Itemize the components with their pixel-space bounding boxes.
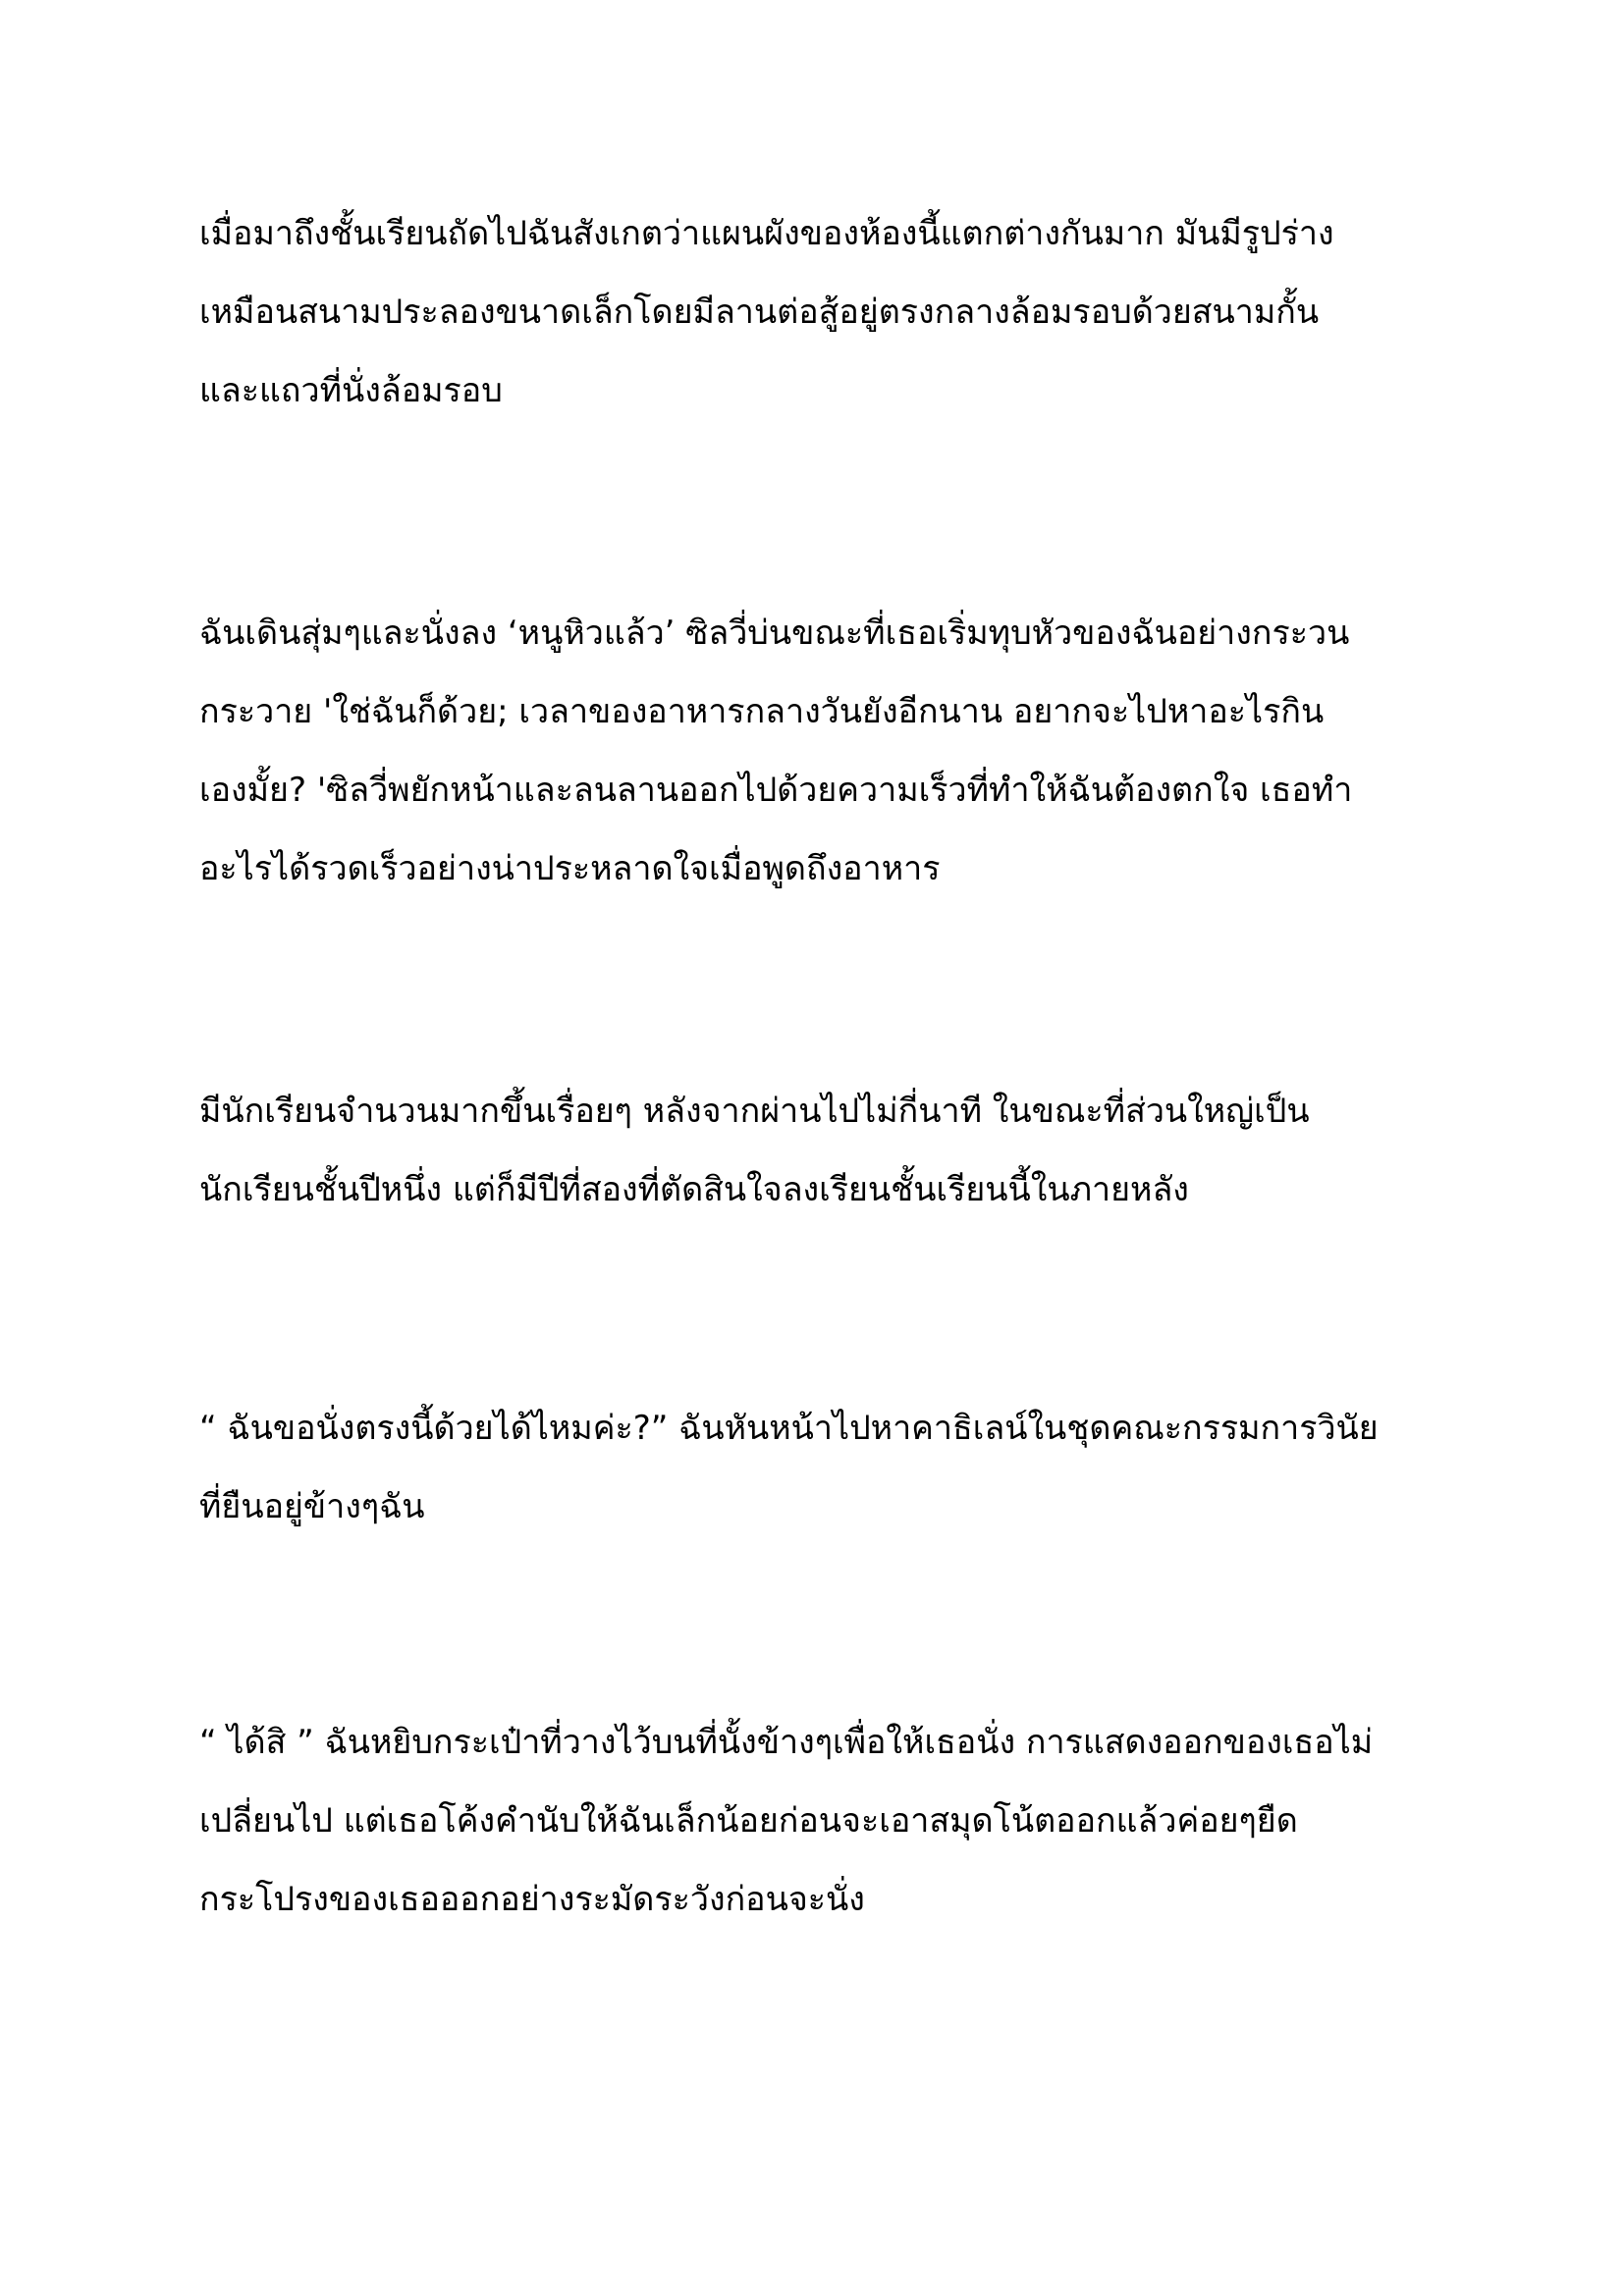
text-line: เหมือนสนามประลองขนาดเล็กโดยมีลานต่อสู้อยู่ตรงกลางล้อมรอบด้วยสนามกั้น bbox=[199, 293, 1320, 332]
text-line: “ ฉันขอนั่งตรงนี้ด้วยได้ไหมค่ะ?” ฉันหันหน้าไปหาคาธิเลน์ในชุดคณะกรรมการวินัย bbox=[199, 1409, 1379, 1448]
text-line: เมื่อมาถึงชั้นเรียนถัดไปฉันสังเกตว่าแผนผังของห้องนี้แตกต่างกันมาก มันมีรูปร่าง bbox=[199, 214, 1334, 253]
paragraph-5 bbox=[199, 1703, 1446, 1939]
paragraph-1 bbox=[199, 194, 1446, 430]
text-line: ฉันเดินสุ่มๆและนั่งลง ‘หนูหิวแล้ว’ ซิลวี่บ่นขณะที่เธอเริ่มทุบหัวของฉันอย่างกระวน bbox=[199, 614, 1350, 653]
text-line: เองมั้ย? 'ซิลวี่พยักหน้าและลนลานออกไปด้วยความเร็วที่ทำให้ฉันต้องตกใจ เธอทำ bbox=[199, 771, 1353, 810]
text-line: นักเรียนชั้นปีหนึ่ง แต่ก็มีปีที่สองที่ตัดสินใจลงเรียนชั้นเรียนนี้ในภายหลัง bbox=[199, 1170, 1189, 1209]
text-line: กระวาย 'ใช่ฉันก็ด้วย; เวลาของอาหารกลางวันยังอีกนาน อยากจะไปหาอะไรกิน bbox=[199, 692, 1325, 731]
text-line: อะไรได้รวดเร็วอย่างน่าประหลาดใจเมื่อพูดถึงอาหาร bbox=[199, 849, 941, 888]
text-line: เปลี่ยนไป แต่เธอโค้งคำนับให้ฉันเล็กน้อยก่อนจะเอาสมุดโน้ตออกแล้วค่อยๆยืด bbox=[199, 1801, 1298, 1841]
text-line: มีนักเรียนจำนวนมากขึ้นเรื่อยๆ หลังจากผ่านไปไม่กี่นาที ในขณะที่ส่วนใหญ่เป็น bbox=[199, 1092, 1310, 1131]
text-line: ที่ยืนอยู่ข้างๆฉัน bbox=[199, 1487, 425, 1526]
text-line: กระโปรงของเธอออกอย่างระมัดระวังก่อนจะนั่ง bbox=[199, 1880, 865, 1919]
paragraph-2 bbox=[199, 594, 1446, 908]
text-line: “ ได้สิ ” ฉันหยิบกระเป๋าที่วางไว้บนที่นั้งข้างๆเพื่อให้เธอนั่ง การแสดงออกของเธอไม่ bbox=[199, 1723, 1374, 1762]
paragraph-3 bbox=[199, 1072, 1446, 1229]
paragraph-4 bbox=[199, 1389, 1446, 1546]
text-line: และแถวที่นั่งล้อมรอบ bbox=[199, 371, 503, 410]
